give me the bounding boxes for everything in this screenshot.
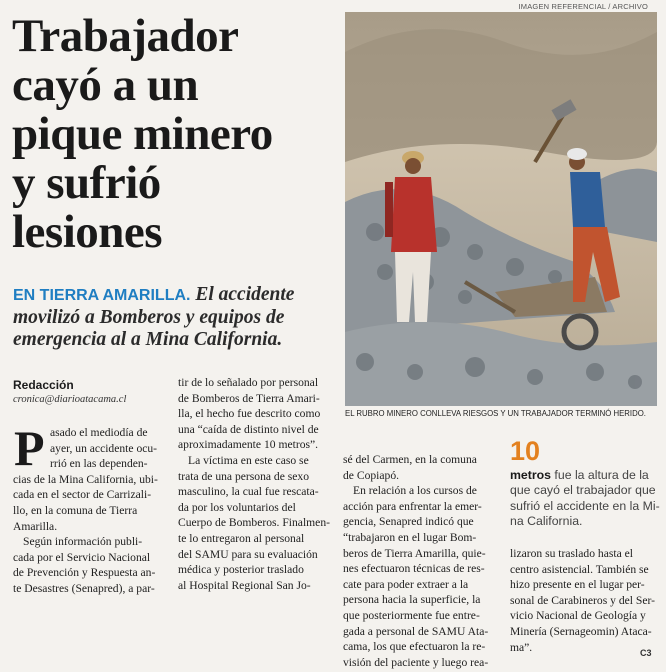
article-line: persona hacia la superficie, la [343,593,481,607]
headline-line: cayó a un [12,59,199,111]
article-line: te lo entregaron al personal [178,531,305,545]
article-line: trata de una persona de sexo [178,469,310,483]
article-line: La víctima en este caso se [188,453,309,467]
article-line: una “caída de distinto nivel de [178,422,319,436]
article-line: gada a personal de SAMU Ata- [343,624,489,638]
stat-text [510,468,660,530]
article-line: te Desastres (Senapred), a par- [13,581,155,595]
article-line: rrió en las dependen- [50,457,148,471]
article-line: acción para enfrentar la emer- [343,499,482,513]
stat-text-first: fue la altura de la [551,468,649,482]
article-line: que posteriormente fue entre- [343,608,480,622]
article-line: al Hospital Regional San Jo- [178,578,311,592]
deck-line: emergencia al a Mina California. [13,329,283,350]
article-line: “trabajaron en el lugar Bom- [343,530,477,544]
article-line: da por los voluntarios del [178,500,296,514]
stat-unit: metros [510,468,552,482]
article-column-3 [343,452,503,670]
article-line: Según información publi- [23,535,143,549]
headline [12,12,337,257]
article-line: sé del Carmen, en la comuna [343,453,477,466]
deck-line: movilizó a Bomberos y equipos de [13,307,285,328]
article-line: asado el mediodía de [50,426,148,439]
deck-kicker: EN TIERRA AMARILLA. [13,287,191,304]
article-line: tir de lo señalado por personal [178,376,319,389]
article-line: cate para poder extraer a la [343,577,469,591]
article-line: lizaron su traslado hasta el [510,547,633,560]
deck-line [13,284,343,307]
article-line: centro asistencial. También se [510,562,649,576]
article-column-4 [510,546,665,655]
article-line: de Copiapó. [343,468,400,482]
end-mark: C3 [640,648,652,658]
author-email: cronica@diarioatacama.cl [13,394,127,405]
article-line: visión del paciente y luego rea- [343,655,489,669]
stat-line: que cayó el trabajador que [510,483,656,498]
deck-text: El accidente [190,284,295,305]
article-line: cada por el Servicio Nacional [13,550,151,564]
article-line: nes efectuaron técnicas de res- [343,562,485,576]
article-line: cama, los que efectuaron la re- [343,640,486,654]
article-line: vicio Nacional de Geología y [510,609,646,623]
stat-line [510,468,660,483]
photo-credit: IMAGEN REFERENCIAL / ARCHIVO [518,2,648,11]
article-line: aproximadamente 10 metros”. [178,438,319,452]
article-line: cias de la Mina California, ubi- [13,472,158,486]
headline-line: y sufrió [12,157,161,209]
article-line: llo, en la comuna de Tierra [13,503,138,517]
article-line: En relación a los cursos de [353,484,477,498]
article-column-2 [178,375,338,593]
article-line: médica y posterior traslado [178,563,304,577]
headline-line: lesiones [12,206,163,258]
article-line: gencia, Senapred indicó que [343,515,474,529]
article-line: de Bomberos de Tierra Amari- [178,391,320,405]
dropcap: P [14,420,45,476]
miners-illustration [345,12,657,406]
deck [13,284,343,351]
photo-caption: EL RUBRO MINERO CONLLEVA RIESGOS Y UN TRABAJADOR TERMINÓ HERIDO. [345,409,646,418]
article-line: sonal de Carabineros y del Ser- [510,593,655,607]
headline-line: pique minero [12,108,273,160]
article-line: lla, el hecho fue descrito como [178,407,321,421]
article-line: masculino, la cual fue rescata- [178,485,319,499]
article-photo [345,12,657,406]
article-column-1 [13,420,168,597]
stat-line: na California. [510,514,583,529]
stat-number: 10 [510,436,541,466]
article-line: hizo presente en el lugar per- [510,578,645,592]
headline-line: Trabajador [12,10,239,62]
article-line: Amarilla. [13,519,58,533]
article-line: Cuerpo de Bomberos. Finalmen- [178,516,330,530]
article-line: beros de Tierra Amarilla, quie- [343,546,486,560]
article-line: del SAMU para su evaluación [178,547,318,561]
stat-line: sufrió el accidente en la Mi- [510,498,660,513]
article-line: de Prevención y Respuesta an- [13,566,156,580]
article-line: Minería (Sernageomin) Ataca- [510,624,652,638]
article-line: ayer, un accidente ocu- [50,441,158,455]
article-line: cada en el sector de Carrizali- [13,488,152,502]
byline: Redacción [13,378,74,392]
article-line: ma”. [510,640,533,654]
